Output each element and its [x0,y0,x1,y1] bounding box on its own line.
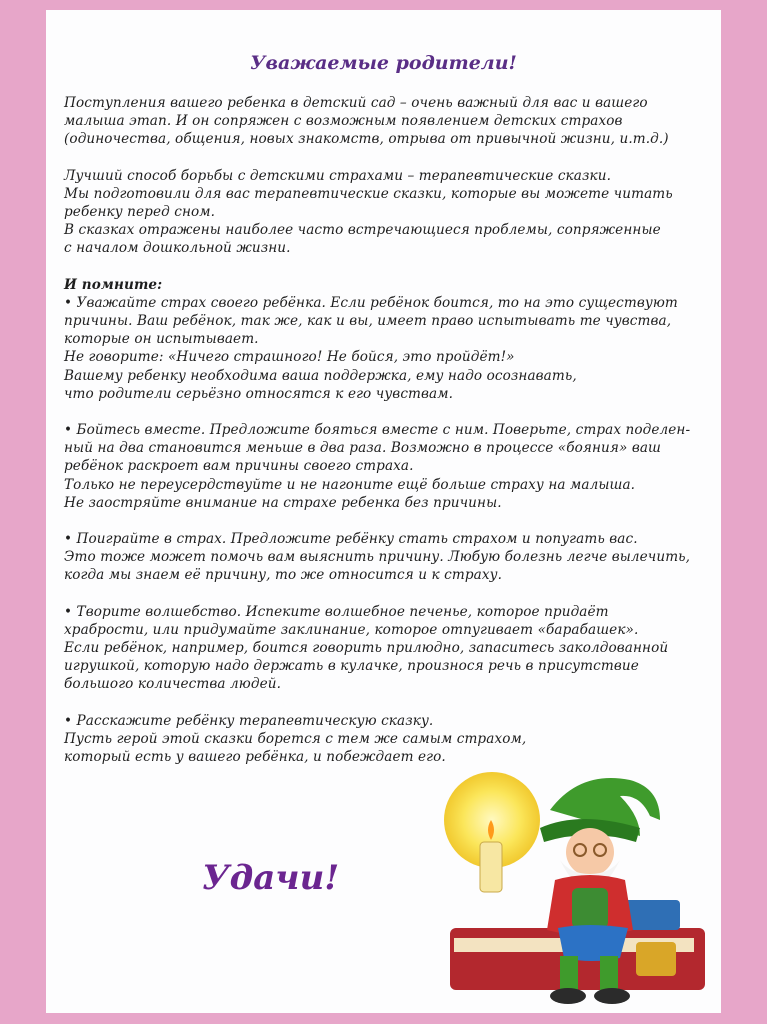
text-line: который есть у вашего ребёнка, и побеждает его. [64,749,446,766]
text-line: • Уважайте страх своего ребёнка. Если ребёнок боится, то на это существуют [64,294,678,311]
shoe-left [550,988,586,1004]
text-line: Если ребёнок, например, боится говорить прилюдно, запаситесь заколдованной [64,640,669,657]
text-line: Не говорите: «Ничего страшного! Не бойся, это пройдёт!» [64,349,515,366]
text-line: Только не переусердствуйте и не нагоните ещё больше страху на малыша. [64,476,636,493]
text-line: Мы подготовили для вас терапевтические сказки, которые вы можете читать [64,185,673,202]
text-line: храбрости, или придумайте заклинание, которое отпугивает «барабашек». [64,621,639,638]
tip-play-fear [64,530,714,585]
text-line: большого количества людей. [64,676,281,693]
text-line: • Бойтесь вместе. Предложите бояться вместе с ним. Поверьте, страх поделен- [64,422,691,439]
text-line: ный на два становится меньше в два раза. Возможно в процессе «бояния» ваш [64,440,662,457]
letter-body [64,94,714,766]
text-line: • Расскажите ребёнку терапевтическую сказку. [64,712,434,729]
face [566,828,614,876]
text-line: Это тоже может помочь вам выяснить причину. Любую болезнь легче вылечить, [64,549,691,566]
book-emblem [636,942,676,976]
text-line: • Творите волшебство. Испеките волшебное печенье, которое придаёт [64,603,609,620]
candle [480,842,502,892]
remember-heading: И помните: [64,276,163,293]
tip-fear-together [64,421,714,512]
method-paragraph [64,167,714,258]
text-line: В сказках отражены наиболее часто встречающиеся проблемы, сопряженные [64,222,661,239]
intro-paragraph [64,94,714,149]
text-line: Лучший способ борьбы с детскими страхами – терапевтические сказки. [64,167,611,184]
text-line: которые он испытывает. [64,331,259,348]
text-line: • Поиграйте в страх. Предложите ребёнку стать страхом и попугать вас. [64,531,638,548]
text-line: малыша этап. И он сопряжен с возможным появлением детских страхов [64,113,623,130]
text-line: ребёнок раскроет вам причины своего страха. [64,458,414,475]
text-line: игрушкой, которую надо держать в кулачке, произнося речь в присутствие [64,658,639,675]
text-line: Не заостряйте внимание на страхе ребенка без причины. [64,494,502,511]
text-line: Поступления вашего ребенка в детский сад – очень важный для вас и вашего [64,95,648,111]
text-line: Вашему ребенку необходима ваша поддержка, ему надо осознавать, [64,367,577,384]
shoe-right [594,988,630,1004]
text-line: ребенку перед сном. [64,204,216,221]
good-luck-text: Удачи! [202,858,340,898]
text-line: Пусть герой этой сказки борется с тем же самым страхом, [64,730,527,747]
gnome-illustration [440,760,720,1010]
sock-left [560,956,578,990]
text-line: (одиночества, общения, новых знакомств, отрыва от привычной жизни, и.т.д.) [64,131,669,148]
trousers [558,925,628,961]
page-title: Уважаемые родители! [250,52,517,74]
text-line: когда мы знаем её причину, то же относится и к страху. [64,567,503,584]
tip-respect [64,276,714,403]
tip-magic [64,603,714,694]
text-line: что родители серьёзно относятся к его чувствам. [64,385,454,402]
sock-right [600,956,618,990]
text-line: причины. Ваш ребёнок, так же, как и вы, имеет право испытывать те чувства, [64,313,672,330]
vest [572,888,608,928]
tip-fairy-tale [64,712,714,767]
text-line: с началом дошкольной жизни. [64,240,291,257]
